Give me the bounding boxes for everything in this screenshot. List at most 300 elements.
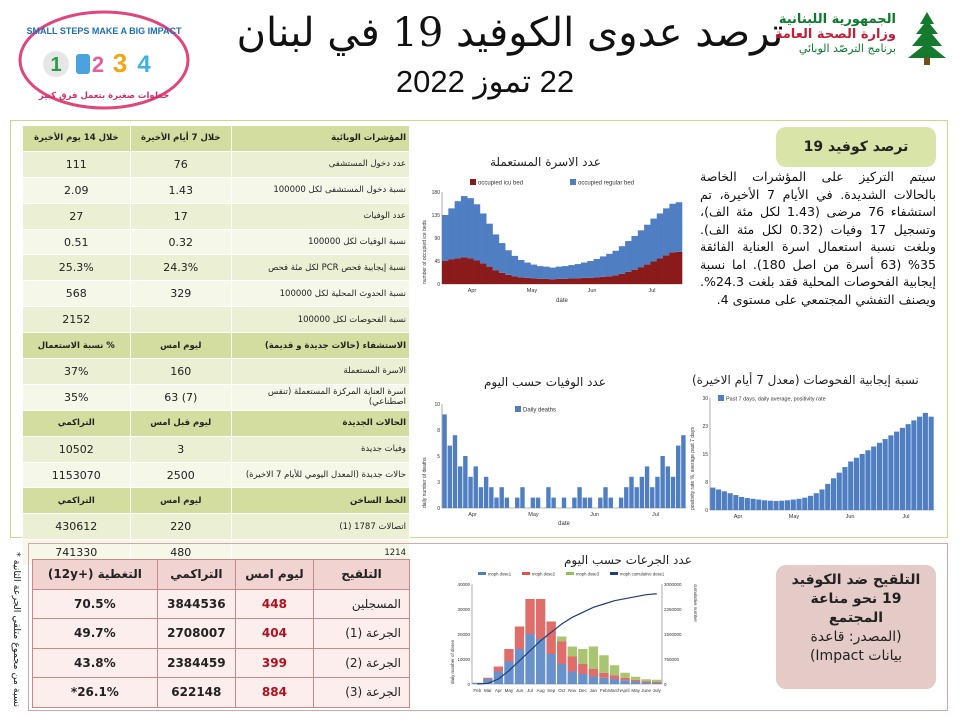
cell-value: 0.51 [23, 229, 131, 255]
vaccination-header-row [33, 560, 410, 590]
dose-bar [525, 634, 534, 684]
cell-value: 43.8% [33, 648, 158, 678]
regular-bar [600, 256, 607, 276]
y-tick-label: 15 [702, 452, 708, 458]
cell-value: خلال 14 يوم الأخيرة [23, 126, 131, 152]
positivity-bar [900, 428, 905, 510]
regular-bar [657, 213, 664, 258]
deaths-chart-caption: عدد الوفيات حسب اليوم [484, 375, 606, 389]
svg-text:3: 3 [112, 48, 128, 78]
cell-value: (7) 63 [130, 384, 231, 410]
y-tick-label: 135 [431, 213, 440, 219]
deaths-bar [536, 498, 540, 508]
deaths-bar [598, 498, 602, 508]
icu-bar [594, 277, 601, 284]
cell-value: 622148 [157, 678, 235, 708]
deaths-bar [629, 477, 633, 508]
cell-value: خلال 7 أيام الأخيرة [130, 126, 231, 152]
row-label: نسبة الوفيات لكل 100000 [232, 229, 410, 255]
row-label: المسجلين [314, 589, 410, 619]
positivity-bar [802, 498, 807, 510]
icu-bar [631, 270, 638, 284]
y-axis-label: daily number of deaths [422, 457, 428, 508]
deaths-chart [420, 392, 692, 528]
positivity-bar [854, 458, 859, 510]
regular-bar [587, 261, 594, 278]
dose-bar [620, 673, 629, 678]
positivity-bar [710, 488, 715, 510]
cell-value: 24.3% [130, 255, 231, 281]
legend-label: moph cumulative dose1 [620, 571, 665, 577]
column-header: التغطية (+12y) [33, 560, 158, 590]
dose-bar [610, 675, 619, 679]
positivity-bar [779, 501, 784, 510]
regular-bar [467, 198, 474, 258]
cell-value: 220 [130, 514, 231, 540]
dose-bar [515, 649, 524, 684]
svg-text:1: 1 [50, 54, 62, 76]
page-title: ترصد عدوى الكوفيد 19 في لبنان [236, 10, 784, 56]
row-label: الاستشفاء (حالات جديدة و قديمة) [232, 333, 410, 359]
positivity-bar [837, 473, 842, 510]
cell-value: 2500 [130, 462, 231, 488]
positivity-bar [877, 443, 882, 510]
x-tick-label: June [641, 688, 652, 693]
y-tick-label: 23 [702, 424, 708, 430]
deaths-bar [603, 487, 607, 508]
regular-bar [631, 236, 638, 270]
cell-value: ليوم امس [130, 333, 231, 359]
cell-value: 160 [130, 359, 231, 385]
x-tick-label: Apr [733, 514, 743, 520]
deaths-bar [479, 487, 483, 508]
deaths-bar [463, 456, 467, 508]
legend-swatch [478, 572, 486, 575]
dose-bar [631, 680, 640, 682]
cell-value: 1153070 [23, 462, 131, 488]
regular-bar [474, 204, 481, 260]
deaths-bar [676, 446, 680, 508]
icu-bar [537, 279, 544, 284]
x-tick-label: Mar [483, 688, 492, 693]
row-label: حالات جديدة (المعدل اليومي للأيام 7 الاخيرة) [232, 462, 410, 488]
icu-bar [556, 279, 563, 284]
legend-label: moph dose3 [576, 571, 600, 577]
row-label: الجرعة (3) [314, 678, 410, 708]
icu-bar [581, 278, 588, 284]
page-header [0, 0, 960, 112]
dose-bar [589, 669, 598, 677]
icu-bar [663, 255, 670, 284]
regular-bar [549, 268, 556, 280]
x-tick-label: Jun [587, 288, 597, 294]
dose-bar [578, 664, 587, 674]
row-label: 1214 [232, 540, 410, 566]
y-tick-label: 10 [434, 402, 440, 408]
cell-value: 3844536 [157, 589, 235, 619]
icu-bar [455, 258, 462, 284]
x-tick-label: Jan [589, 688, 598, 693]
regular-bar [594, 259, 601, 277]
icu-bar [549, 279, 556, 284]
dose-bar [652, 680, 661, 682]
indicators-table [22, 125, 410, 566]
y2-tick-label: 0 [664, 682, 667, 687]
positivity-bar [791, 500, 796, 510]
table-row [23, 462, 410, 488]
y-tick-label: 45 [434, 259, 440, 265]
x-tick-label: Jun [590, 512, 599, 518]
dose-bar [536, 639, 545, 684]
positivity-bar [796, 499, 801, 510]
positivity-bar [848, 461, 853, 510]
legend-swatch [515, 406, 521, 412]
ministry-line-3: برنامج الترصّد الوبائي [798, 42, 896, 55]
y-axis-label: number of occupied ice beds [422, 220, 428, 284]
cell-value: % نسبة الاستعمال [23, 333, 131, 359]
deaths-bar [572, 498, 576, 508]
deaths-bar [577, 487, 581, 508]
dose-bar [568, 657, 577, 672]
table-row [23, 229, 410, 255]
regular-bar [511, 256, 518, 276]
x-tick-label: Jul [648, 288, 656, 294]
table-row [23, 359, 410, 385]
regular-bar [644, 225, 651, 265]
deaths-bar [671, 477, 675, 508]
hotline-header-row [23, 488, 410, 514]
deaths-bar [500, 487, 504, 508]
icu-bar [486, 267, 493, 284]
legend-label: Daily deaths [523, 407, 557, 414]
legend-label: occupied icu bed [478, 180, 524, 187]
positivity-bar [825, 484, 830, 510]
regular-bar [518, 260, 525, 277]
icu-bar [575, 278, 582, 284]
icu-bar [568, 278, 575, 284]
legend-swatch [470, 179, 476, 185]
y-tick-label: 8 [437, 428, 440, 434]
icu-bar [543, 279, 550, 284]
icu-bar [562, 279, 569, 284]
deaths-bar [494, 498, 498, 508]
column-header: التلقيح [314, 560, 410, 590]
deaths-bar [546, 487, 550, 508]
legend-swatch [570, 179, 576, 185]
positivity-bar [860, 454, 865, 510]
dose-bar [546, 654, 555, 684]
y-tick-label: 180 [431, 190, 440, 196]
y-tick-label: 0 [437, 506, 440, 512]
regular-bar [575, 264, 582, 278]
positivity-bar [865, 450, 870, 510]
deaths-bar [681, 435, 685, 508]
dose-bar [599, 678, 608, 684]
regular-bar [442, 215, 449, 261]
icu-bar [650, 262, 657, 284]
legend-swatch [566, 572, 574, 575]
x-tick-label: May [504, 688, 514, 693]
icu-bar [669, 252, 676, 284]
vaccination-box-line-2: 19 نحو مناعة [810, 591, 902, 607]
icu-bar [493, 270, 500, 284]
y-tick-label: 20000 [457, 632, 470, 637]
dose-bar [557, 664, 566, 684]
regular-bar [524, 263, 531, 278]
vaccination-box-line-4: (المصدر: قاعدة [810, 629, 902, 645]
deaths-bar [588, 498, 592, 508]
y-tick-label: 0 [467, 682, 470, 687]
cell-value: 2708007 [157, 619, 235, 649]
deaths-bar [442, 414, 446, 508]
legend-label: moph dose2 [532, 571, 556, 577]
cell-value: 568 [23, 281, 131, 307]
x-tick-label: Jul [651, 512, 660, 518]
icu-bar [638, 267, 645, 284]
deaths-bar [645, 466, 649, 508]
cell-value: 2.09 [23, 177, 131, 203]
surveillance-summary: سيتم التركيز على المؤشرات الخاصة بالحالات الشديدة. في الأيام 7 الأخيرة، تم استشفاء 76 مرضى (1.43 لكل مئة الف)، وتسجيل 17 وفيات (0.32 لكل مئة الف). وبلغت نسبة استعمال اسرة العناية الفائقة 35% (63 أسرة من اصل 180). اما نسبة إيجابية الفحوصات المحلية فقد بلغت 24.3%. ويصنف التفشي المجتمعي على مستوى 4. [700, 169, 936, 307]
legend-swatch [522, 572, 530, 575]
icu-bar [657, 258, 664, 284]
icu-bar [511, 276, 518, 284]
row-label: الجرعة (2) [314, 648, 410, 678]
positivity-bar [808, 496, 813, 510]
row-label: الاسرة المستعملة [232, 359, 410, 385]
x-tick-label: March [608, 688, 621, 693]
cell-value: 10502 [23, 436, 131, 462]
positivity-bar [756, 500, 761, 510]
regular-bar [543, 267, 550, 279]
icu-bar [518, 277, 525, 284]
table-row [23, 514, 410, 540]
cell-value: 26.1%* [33, 678, 158, 708]
vaccination-box-line-1: التلقيح ضد الكوفيد [791, 572, 921, 588]
cell-value: 884 [235, 678, 313, 708]
dose-bar [568, 672, 577, 685]
regular-bar [638, 230, 645, 267]
vaccination-box [776, 565, 936, 689]
regular-bar [556, 267, 563, 279]
x-tick-label: May [526, 288, 538, 294]
regular-bar [568, 265, 575, 278]
cell-value: 17 [130, 203, 231, 229]
regular-bar [613, 251, 620, 276]
dose-bar [504, 649, 513, 662]
positivity-bar [739, 497, 744, 510]
cell-value: ليوم قبل امس [130, 410, 231, 436]
y-axis-label: daily number of doses [450, 639, 455, 684]
positivity-chart-caption: نسبة إيجابية الفحوصات (معدل 7 أيام الاخيرة) [692, 373, 919, 387]
positivity-bar [871, 447, 876, 510]
dose-bar [610, 665, 619, 675]
y-tick-label: 8 [705, 480, 708, 486]
legend-swatch [718, 395, 724, 401]
regular-bar [493, 234, 500, 270]
y-tick-label: 0 [437, 282, 440, 288]
regular-bar [461, 196, 468, 257]
dose-bar [652, 683, 661, 684]
deaths-bar [634, 487, 638, 508]
deaths-bar [660, 456, 664, 508]
cell-value: 404 [235, 619, 313, 649]
surveillance-title: ترصد كوفيد 19 [776, 127, 936, 167]
positivity-bar [722, 491, 727, 510]
cell-value: 480 [130, 540, 231, 566]
positivity-bar [888, 435, 893, 510]
regular-bar [606, 254, 613, 276]
svg-text:4: 4 [137, 51, 151, 78]
deaths-bar [619, 498, 623, 508]
icu-bar [644, 265, 651, 284]
icu-bar [613, 275, 620, 284]
ministry-line-1: الجمهورية اللبنانية [778, 12, 896, 27]
regular-bar [650, 219, 657, 262]
beds-chart [420, 176, 690, 306]
regular-bar [505, 250, 512, 275]
dose-bar [578, 674, 587, 684]
x-tick-label: Apr [467, 288, 477, 294]
positivity-bar [785, 500, 790, 510]
deaths-bar [531, 498, 535, 508]
dose-bar [494, 672, 503, 685]
icu-bar [442, 261, 449, 284]
vaccination-table [32, 559, 410, 708]
positivity-bar [911, 420, 916, 510]
dose-bar [557, 637, 566, 642]
x-axis-label: date [558, 521, 570, 527]
regular-bar [669, 204, 676, 253]
x-tick-label: Jun [515, 688, 524, 693]
x-tick-label: Apr [468, 512, 477, 518]
dose-bar [641, 683, 650, 685]
x-tick-label: Aug [536, 688, 545, 693]
table-row [23, 281, 410, 307]
deaths-bar [474, 466, 478, 508]
column-header: التراكمي [157, 560, 235, 590]
dose-bar [525, 599, 534, 634]
hospital-header-row [23, 333, 410, 359]
cell-value: 399 [235, 648, 313, 678]
x-tick-label: May [631, 688, 640, 693]
icu-bar [625, 272, 632, 284]
deaths-bar [458, 466, 462, 508]
svg-text:* نسبة من مجموع متلقي الجرعة ا: * نسبة من مجموع متلقي الجرعة الثانية [11, 552, 22, 707]
y-tick-label: 40000 [457, 582, 470, 587]
deaths-bar [609, 498, 613, 508]
dose-bar [589, 647, 598, 670]
doses-chart-caption: عدد الجرعات حسب اليوم [564, 553, 692, 567]
cumulative-line [477, 594, 656, 684]
row-label: الحالات الجديدة [232, 410, 410, 436]
positivity-bar [751, 499, 756, 510]
icu-bar [587, 278, 594, 284]
table-row [23, 151, 410, 177]
positivity-bar [773, 501, 778, 510]
regular-bar [486, 224, 493, 267]
y2-tick-label: 750000 [664, 657, 680, 662]
cell-value: 25.3% [23, 255, 131, 281]
dose-bar [599, 655, 608, 673]
positivity-bar [768, 501, 773, 510]
positivity-bar [716, 489, 721, 510]
regular-bar [625, 241, 632, 272]
cell-value: التراكمي [23, 410, 131, 436]
positivity-bar [728, 493, 733, 510]
cell-value: 27 [23, 203, 131, 229]
cell-value: 111 [23, 151, 131, 177]
coverage-footnote [0, 548, 22, 708]
positivity-bar [894, 432, 899, 510]
cell-value: 741330 [23, 540, 131, 566]
positivity-bar [906, 424, 911, 510]
positivity-bar [762, 500, 767, 510]
positivity-bar [745, 498, 750, 510]
regular-bar [581, 263, 588, 278]
y-tick-label: 5 [437, 454, 440, 460]
deaths-bar [562, 498, 566, 508]
x-tick-label: Jun [845, 514, 855, 520]
regular-bar [480, 213, 487, 263]
icu-bar [619, 274, 626, 284]
row-label: المؤشرات الوبائية [232, 126, 410, 152]
y-tick-label: 30 [702, 396, 708, 402]
table-row [23, 307, 410, 333]
deaths-bar [650, 487, 654, 508]
icu-bar [606, 276, 613, 284]
icu-bar [480, 264, 487, 284]
x-tick-label: Feb [600, 688, 608, 693]
deaths-bar [515, 498, 519, 508]
positivity-bar [842, 467, 847, 510]
y-tick-label: 30000 [457, 607, 470, 612]
x-tick-label: July [652, 688, 661, 693]
cell-value: 1.43 [130, 177, 231, 203]
icu-bar [467, 258, 474, 284]
row-label: وفيات جديدة [232, 436, 410, 462]
ministry-logo [760, 10, 950, 70]
cell-value: 329 [130, 281, 231, 307]
dose-bar [515, 627, 524, 650]
x-tick-label: Jul [527, 688, 533, 693]
table-row [33, 678, 410, 708]
beds-chart-caption: عدد الاسرة المستعملة [490, 155, 601, 169]
cell-value [130, 307, 231, 333]
ministry-line-2: وزارة الصحة العامة [774, 27, 896, 42]
svg-text:خطوات صغيرة بتعمل فرق كبير: خطوات صغيرة بتعمل فرق كبير [38, 91, 170, 101]
table-row [23, 255, 410, 281]
regular-bar [619, 246, 626, 274]
deaths-bar [505, 498, 509, 508]
icu-bar [530, 278, 537, 284]
x-tick-label: April [620, 688, 630, 693]
dose-bar [620, 678, 629, 681]
regular-bar [530, 265, 537, 279]
dose-bar [546, 622, 555, 655]
x-tick-label: May [788, 514, 800, 520]
cell-value: 76 [130, 151, 231, 177]
deaths-bar [484, 477, 488, 508]
deaths-bar [640, 477, 644, 508]
cell-value: 37% [23, 359, 131, 385]
deaths-bar [453, 435, 457, 508]
positivity-bar [819, 489, 824, 510]
table-row [33, 648, 410, 678]
dose-bar [589, 677, 598, 685]
row-label: اسرة العناية المركزة المستعملة (تنفس اصطناعي) [232, 384, 410, 410]
table-row [23, 436, 410, 462]
cell-value: 35% [23, 384, 131, 410]
